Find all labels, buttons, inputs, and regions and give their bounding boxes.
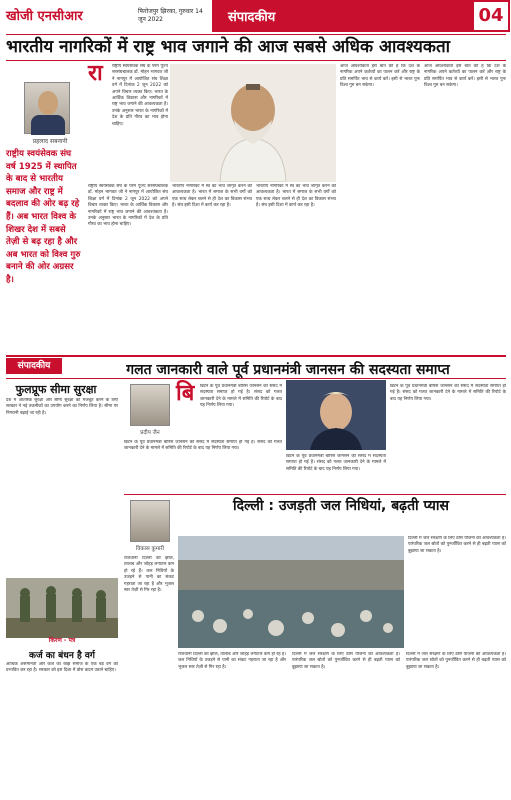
article-text: दिल्ली में जल संरक्षण के लिए ठोस योजना की आवश्यकता है। पारंपरिक जल स्रोतों को पुनर्जीवित करने से ही बढ़ती प्यास को बुझाया जा सकता है। bbox=[408, 536, 506, 554]
article-text: राजधानी दिल्ली की झीलें, तालाब और जोहड़ लगातार कम हो रहे हैं। जल निधियों के उजड़ने से पानी का संकट गहराता जा रहा है और भूजल स्तर तेज़ी से गिर रहा है। bbox=[124, 556, 174, 594]
article-headline: गलत जानकारी वाले पूर्व प्रधानमंत्री जानसन की सदस्यता समाप्त bbox=[126, 362, 450, 378]
divider bbox=[6, 355, 506, 357]
divider bbox=[124, 494, 506, 495]
article-text: भारतीय नागरिकों में स्व का भाव जागृत करने की आवश्यकता है। भारत में समाज के सभी वर्गों को एक साथ लेकर चलने से ही देश का विकास संभव है। संघ इसी दिशा में कार्य कर रहा है। bbox=[172, 184, 252, 209]
article-text: राष्ट्रीय स्वयंसेवक संघ के परम पूज्य सरसंघचालक डॉ. मोहन भागवत जी ने नागपुर में आयोजित संघ शिक्षा वर्ग में दिनांक 2 जून 2022 को अपने विचार व्यक्त किए। भारत के आर्थिक विकास और नागरिकों में राष्ट्र भाव जगाने की आवश्यकता है। उनके अनुसार भारत के नागरिकों में देश के प्रति गौरव का भाव होना चाहिए। bbox=[88, 184, 168, 228]
masthead bbox=[0, 0, 511, 34]
column-title: फुलप्रूफ सीमा सुरक्षा bbox=[15, 383, 97, 396]
article-text: भारतीय नागरिकों में स्व का भाव जागृत करने की आवश्यकता है। भारत में समाज के सभी वर्गों को एक साथ लेकर चलने से ही देश का विकास संभव है। संघ इसी दिशा में कार्य कर रहा है। bbox=[256, 184, 336, 209]
author-photo bbox=[24, 82, 70, 134]
article-text: ब्रिटेन के पूर्व प्रधानमंत्री बोरिस जानसन की संसद में सदस्यता समाप्त हो गई है। संसद को गलत जानकारी देने के मामले में समिति की रिपोर्ट के बाद यह निर्णय लिया गया। bbox=[390, 384, 506, 402]
newspaper-logo: खोजी एनसीआर bbox=[6, 9, 83, 24]
article-text: राष्ट्रीय स्वयंसेवक संघ के परम पूज्य सरसंघचालक डॉ. मोहन भागवत जी ने नागपुर में आयोजित संघ शिक्षा वर्ग में दिनांक 2 जून 2022 को अपने विचार व्यक्त किए। भारत के आर्थिक विकास और नागरिकों में राष्ट्र भाव जगाने की आवश्यकता है। उनके अनुसार भारत के नागरिकों में देश के प्रति गौरव का भाव होना चाहिए। bbox=[112, 64, 168, 127]
author-name: विकास कुमारी bbox=[135, 546, 165, 552]
author-name: प्रदीप जैन bbox=[140, 430, 160, 436]
sub-column-title: कर्ज का बंधन है वर्ग bbox=[29, 651, 95, 661]
byline: किरण - पत्र bbox=[48, 637, 76, 644]
author-photo bbox=[130, 500, 170, 542]
article-text: ब्रिटेन के पूर्व प्रधानमंत्री बोरिस जानसन की संसद में सदस्यता समाप्त हो गई है। संसद को गलत जानकारी देने के मामले में समिति की रिपोर्ट के बाद यह निर्णय लिया गया। bbox=[124, 440, 282, 452]
lead-photo bbox=[170, 64, 336, 182]
article-headline: दिल्ली : उजड़ती जल निधियां, बढ़ती प्यास bbox=[233, 498, 449, 514]
page-number: 04 bbox=[474, 2, 508, 30]
drop-cap: रा bbox=[88, 61, 103, 86]
divider bbox=[6, 378, 506, 379]
column-text: आर्थिक असमानता और कर्ज का बोझ समाज के एक बड़े वर्ग को प्रभावित कर रहा है। सरकार को इस दिशा में ठोस कदम उठाने चाहिए। bbox=[6, 662, 118, 674]
section-tag: संपादकीय bbox=[6, 358, 62, 374]
article-text: दिल्ली में जल संरक्षण के लिए ठोस योजना की आवश्यकता है। पारंपरिक जल स्रोतों को पुनर्जीवित करने से ही बढ़ती प्यास को बुझाया जा सकता है। bbox=[406, 652, 506, 670]
article-text: ब्रिटेन के पूर्व प्रधानमंत्री बोरिस जानसन की संसद में सदस्यता समाप्त हो गई है। संसद को गलत जानकारी देने के मामले में समिति की रिपोर्ट के बाद यह निर्णय लिया गया। bbox=[286, 454, 386, 472]
divider bbox=[6, 34, 506, 35]
column-text: देश में आंतरिक सुरक्षा और सीमा सुरक्षा को मजबूत करने के लिए सरकार ने नई तकनीकों का उपयोग करने का निर्णय लिया है। सीमा पर निगरानी बढ़ाई जा रही है। bbox=[6, 398, 118, 416]
article-text: आज आवश्यकता इस बात की है कि देश के नागरिक अपने कर्तव्यों का पालन करें और राष्ट्र के प्रति समर्पित भाव से कार्य करें। इसी से भारत पुनः विश्व गुरु बन सकेगा। bbox=[340, 64, 420, 89]
article-text: दिल्ली में जल संरक्षण के लिए ठोस योजना की आवश्यकता है। पारंपरिक जल स्रोतों को पुनर्जीवित करने से ही बढ़ती प्यास को बुझाया जा सकता है। bbox=[292, 652, 400, 670]
lead-headline: भारतीय नागरिकों में राष्ट्र भाव जगाने की आज सबसे अधिक आवश्यकता bbox=[6, 37, 451, 57]
divider bbox=[6, 60, 506, 61]
author-photo bbox=[130, 384, 170, 426]
pull-quote: राष्ट्रीय स्वयंसेवक संघ वर्ष 1925 में स्थापित के बाद से भारतीय समाज और राष्ट्र में बदलाव की ओर बढ़ रहे हैं। अब भारत विश्व के शिखर देश में सबसे तेज़ी से बढ़ रहा है और अब भारत को विश्व गुरु बनाने की ओर अग्रसर है। bbox=[6, 149, 81, 285]
author-name: प्रहलाद सबनानी bbox=[32, 138, 68, 145]
drop-cap: बि bbox=[176, 381, 195, 406]
issue-date: फिरोजपुर झिरका, गुरुवार 14 जून 2022 bbox=[138, 8, 203, 23]
section-title: संपादकीय bbox=[228, 10, 276, 25]
soldiers-photo bbox=[6, 578, 118, 638]
article-text: आज आवश्यकता इस बात की है कि देश के नागरिक अपने कर्तव्यों का पालन करें और राष्ट्र के प्रति समर्पित भाव से कार्य करें। इसी से भारत पुनः विश्व गुरु बन सकेगा। bbox=[424, 64, 506, 89]
article-text: ब्रिटेन के पूर्व प्रधानमंत्री बोरिस जानसन की संसद में सदस्यता समाप्त हो गई है। संसद को गलत जानकारी देने के मामले में समिति की रिपोर्ट के बाद यह निर्णय लिया गया। bbox=[200, 384, 282, 409]
article-text: राजधानी दिल्ली की झीलें, तालाब और जोहड़ लगातार कम हो रहे हैं। जल निधियों के उजड़ने से पानी का संकट गहराता जा रहा है और भूजल स्तर तेज़ी से गिर रहा है। bbox=[178, 652, 286, 670]
politician-photo bbox=[286, 380, 386, 450]
river-photo bbox=[178, 536, 404, 648]
